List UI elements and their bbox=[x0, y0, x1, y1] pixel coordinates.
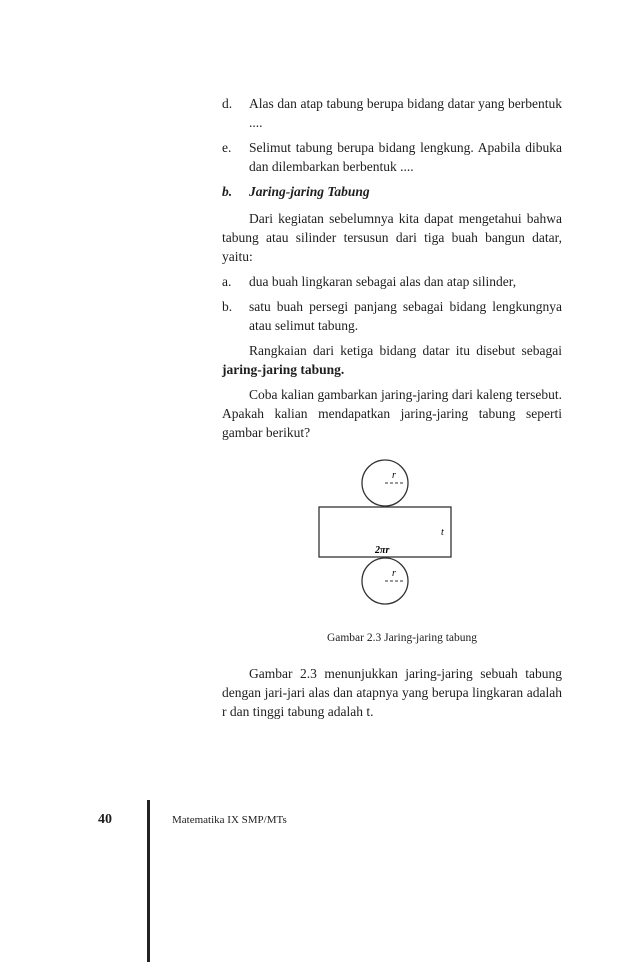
bottom-radius-label: r bbox=[392, 568, 396, 579]
item-label: e. bbox=[222, 140, 232, 155]
question-paragraph: Coba kalian gambarkan jaring-jaring dari kaleng tersebut. Apakah kalian mendapatkan jaring-jaring tabung seperti gambar berikut? bbox=[222, 387, 562, 440]
item-label: a. bbox=[222, 274, 232, 289]
list-item-d bbox=[222, 94, 562, 132]
book-title: Matematika IX SMP/MTs bbox=[172, 814, 287, 826]
list-item-a bbox=[222, 272, 562, 291]
item-label: d. bbox=[222, 96, 233, 111]
section-title: Jaring-jaring Tabung bbox=[249, 184, 370, 199]
item-text: dua buah lingkaran sebagai alas dan atap silinder, bbox=[249, 274, 517, 289]
list-item-b bbox=[222, 297, 562, 335]
page-number: 40 bbox=[98, 812, 112, 827]
figure-caption: Gambar 2.3 Jaring-jaring tabung bbox=[326, 632, 478, 644]
section-heading bbox=[222, 182, 562, 201]
item-text: satu buah persegi panjang sebagai bidang lengkungnya atau selimut tabung. bbox=[249, 299, 562, 333]
intro-paragraph: Dari kegiatan sebelumnya kita dapat mengetahui bahwa tabung atau silinder tersusun dari tiga buah bangun datar, yaitu: bbox=[222, 211, 562, 264]
item-text: Selimut tabung berupa bidang lengkung. Apabila dibuka dan dilembarkan berbentuk .... bbox=[249, 140, 562, 174]
definition-text: Rangkaian dari ketiga bidang datar itu disebut sebagai bbox=[249, 343, 562, 358]
definition-paragraph bbox=[222, 341, 562, 379]
closing-paragraph: Gambar 2.3 menunjukkan jaring-jaring sebuah tabung dengan jari-jari alas dan atapnya yang berupa lingkaran adalah r dan tinggi tabung adalah t. bbox=[222, 666, 562, 719]
footer-divider bbox=[147, 800, 150, 962]
list-item-e bbox=[222, 138, 562, 176]
item-text: Alas dan atap tabung berupa bidang datar yang berbentuk .... bbox=[249, 96, 562, 130]
definition-term: jaring-jaring tabung. bbox=[222, 362, 345, 377]
item-label: b. bbox=[222, 299, 233, 314]
section-label: b. bbox=[222, 184, 233, 199]
height-label: t bbox=[441, 527, 444, 538]
top-radius-label: r bbox=[392, 470, 396, 481]
page-content bbox=[222, 94, 562, 727]
circumference-label: 2πr bbox=[375, 545, 390, 556]
cylinder-net-figure bbox=[222, 458, 562, 618]
